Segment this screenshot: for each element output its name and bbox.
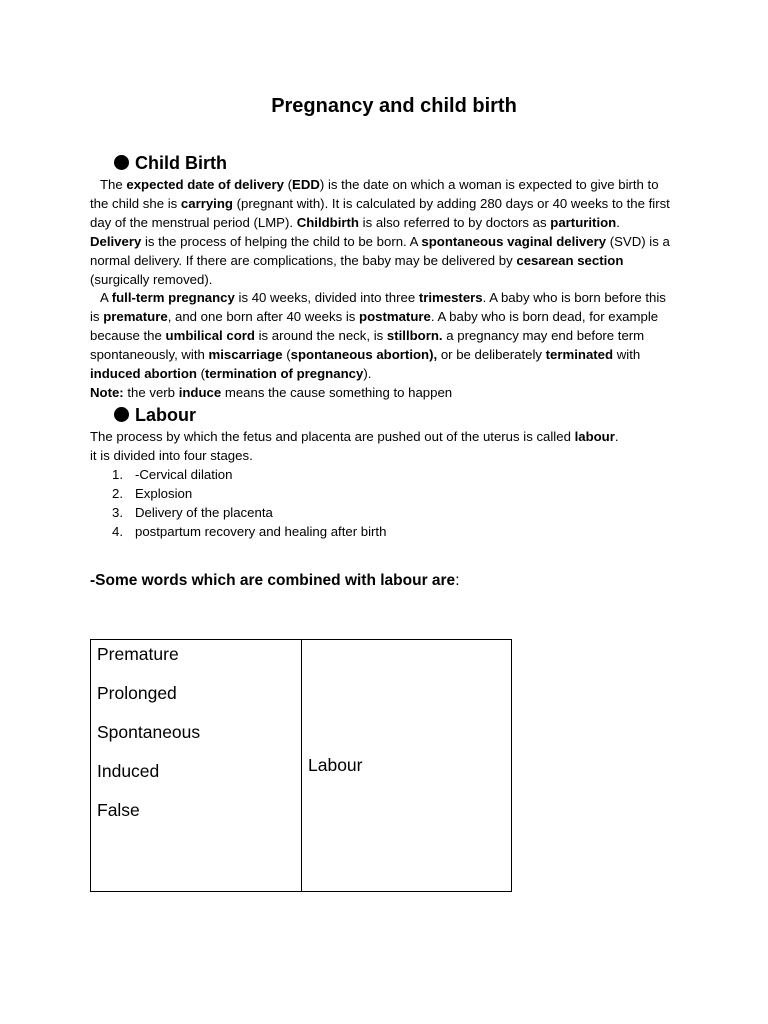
text: ( [283,177,293,192]
list-item-text: -Cervical dilation [135,467,233,482]
text: -Some words which are combined with labour are [90,572,456,589]
text: the verb [123,385,179,400]
note-line [90,384,670,403]
text: (pregnant with). It is calculated by adding 280 days or 40 weeks to the first day of the menstrual period (LMP). [90,195,670,230]
list-number: 2. [112,485,123,501]
text: ). [363,365,372,381]
bold-term: postmature [359,308,431,324]
paragraph-pregnancy [90,289,670,384]
text: ( [282,346,291,362]
section-heading-labour [114,404,196,426]
bullet-icon [114,155,129,170]
word-item: Prolonged [97,683,177,703]
page-title: Pregnancy and child birth [271,95,517,117]
bold-term: labour [574,429,615,444]
text: (SVD) is a normal delivery. If there are complications, the baby may be delivered by [90,233,670,268]
text: ) is the date on which a woman is expected to give birth to the child she is [90,177,659,211]
word-item: Spontaneous [97,722,201,742]
word-item: Induced [97,761,160,781]
list-item [90,466,386,485]
list-item [90,485,386,504]
bold-term: trimesters [418,290,483,305]
bold-term: Childbirth [296,214,359,230]
bold-term: umbilical cord [165,327,255,343]
bold-term: full-term pregnancy [111,290,235,305]
list-number: 3. [112,504,123,520]
words-table [90,639,512,892]
bold-term: cesarean section [516,252,624,268]
text: ( [196,365,206,381]
bullet-icon [114,407,129,422]
text: : [455,572,460,589]
word-item: Premature [97,644,179,664]
note-label: Note: [90,385,124,400]
text: it is divided into four stages. [90,447,253,463]
bold-term: stillborn. [386,327,443,343]
text: A [100,290,112,305]
list-item [90,523,386,542]
bold-term: Delivery [90,233,142,249]
text: with [613,346,641,362]
stages-list [90,466,386,542]
text: a pregnancy may end before term spontaneously, with [90,327,645,362]
bold-term: induced abortion [90,365,197,381]
text: The process by which the fetus and placenta are pushed out of the uterus is called [90,429,575,444]
text: . A baby who is born before this is [90,290,666,324]
section-heading-label: Child Birth [135,153,227,173]
bold-term: premature [103,308,168,324]
list-number: 4. [112,523,123,539]
list-item-text: Explosion [135,485,193,501]
text: is around the neck, is [254,327,387,343]
combined-words-heading [90,572,460,590]
bold-term: expected date of delivery [126,177,284,192]
text: . [614,429,619,444]
word-item: False [97,800,140,820]
text: , and one born after 40 weeks is [167,308,360,324]
text: is also referred to by doctors as [358,214,551,230]
text: The [100,177,127,192]
bold-term: terminated [545,346,614,362]
bold-term: carrying [180,195,233,211]
text: is 40 weeks, divided into three [234,290,419,305]
bold-term: spontaneous vaginal delivery [421,233,607,249]
table-row [91,640,512,892]
bold-term: EDD [292,177,320,192]
paragraph-labour [90,428,670,466]
text: is the process of helping the child to be born. A [141,233,422,249]
bold-term: spontaneous abortion [290,346,430,362]
text: . [616,214,620,230]
bold-term: parturition [550,214,617,230]
table-cell-labour [302,640,512,892]
section-heading-child-birth [114,152,227,174]
text: or be deliberately [437,346,546,362]
table-cell-words [91,640,302,892]
text: . A baby who is born dead, for example because the [90,308,659,343]
bold-term: termination of pregnancy [205,365,364,381]
list-item-text: Delivery of the placenta [135,504,273,520]
list-item-text: postpartum recovery and healing after birth [135,523,387,539]
word-item: Labour [308,755,363,775]
list-item [90,504,386,523]
section-heading-label: Labour [135,405,196,425]
list-number: 1. [112,467,123,482]
bold-term: induce [178,385,222,400]
bold-term: ), [429,346,438,362]
text: (surgically removed). [90,271,213,287]
paragraph-child-birth [90,176,670,289]
text: means the cause something to happen [221,385,453,400]
bold-term: miscarriage [208,346,283,362]
